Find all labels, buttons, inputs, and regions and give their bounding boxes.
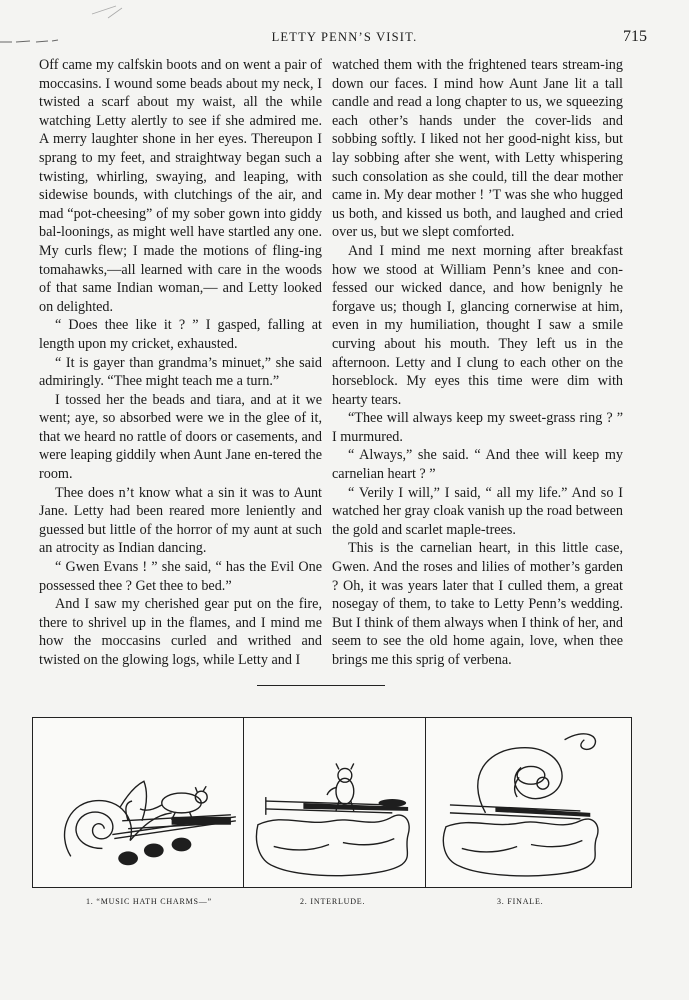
- paragraph: Thee does n’t know what a sin it was to Aunt Jane. Letty had been reared more leniently and guessed but little of the horror of my aunt at such an atrocity as Indian dancing.: [39, 484, 322, 557]
- page-number: 715: [623, 28, 647, 45]
- paragraph: “ Gwen Evans ! ” she said, “ has the Evil One possessed thee ? Get thee to bed.”: [39, 559, 322, 594]
- paragraph: I tossed her the beads and tiara, and at it we went; aye, so absorbed were we in the glee of it, that we heard no rattle of doors or casements, and were leaping giddily when Aunt Jane en-tered the room.: [39, 391, 322, 483]
- paragraph: “ It is gayer than grandma’s minuet,” she said admiringly. “Thee might teach me a turn.”: [39, 354, 322, 390]
- illustration-panel-interlude: [243, 717, 426, 888]
- paragraph: And I mind me next morning after breakfast how we stood at William Penn’s knee and con-fessed our wicked dance, and how benignly he forgave us; though I, glancing cornerwise at him, even in my humiliation, thought I saw a smile curving about his mouth. They left us in the afternoon. Letty and I clung to each other on the horseblock. My eyes this time were dim with hearty tears.: [332, 242, 623, 408]
- illustration-caption-3: 3. FINALE.: [497, 897, 544, 906]
- paragraph: Off came my calfskin boots and on went a pair of moccasins. I wound some beads about my neck, I twisted a scarf about my waist, all the while watching Letty alertly to see if she admired me. A merry laughter shone in her eyes. Thereupon I sprang to my feet, and straightway began such a twisting, whirling, swaying, and leaping, with sidewise bounds, with clutchings of the air, and mad “pot-cheesing” of my sober gown into giddy bal-loonings, as might well have startled any one. My curls flew; I made the motions of fling-ing tomahawks,—all learned with care in the woods of that same Indian woman,— and Letty looked on delighted.: [39, 57, 322, 315]
- paragraph: “ Verily I will,” I said, “ all my life.” And so I watched her gray cloak vanish up the road between the gold and scarlet maple-trees.: [332, 484, 623, 538]
- running-title: LETTY PENN’S VISIT.: [271, 30, 418, 44]
- illustration-caption-2: 2. INTERLUDE.: [300, 897, 366, 906]
- paragraph: “ Always,” she said. “ And thee will keep my carnelian heart ? ”: [332, 447, 623, 483]
- left-text-column: [39, 56, 322, 670]
- illustration-panel-finale: [425, 717, 632, 888]
- violin-scroll-mouse-drawing: [33, 718, 243, 887]
- violin-bow-mouse-finale-drawing: [426, 718, 631, 887]
- paragraph: watched them with the frightened tears stream-ing down our faces. I mind how Aunt Jane lit a tall candle and read a long chapter to us, we squeezing each other’s hands under the cover-lids and sobbing softly. I liked not her good-night kiss, but lay sobbing after she went, with Letty whispering such consolation as she could, till the dear mother came in. My dear mother ! ’T was she who hugged us both, and kissed us both, and laughed and cried over us, but we slept comforted.: [332, 57, 623, 241]
- right-text-column: [332, 56, 623, 670]
- paragraph: “ Does thee like it ? ” I gasped, falling at length upon my cricket, exhausted.: [39, 317, 322, 352]
- violin-mouse-standing-drawing: [244, 718, 425, 887]
- page-header: [0, 30, 689, 50]
- illustration-caption-1: 1. “MUSIC HATH CHARMS—”: [86, 897, 212, 906]
- paragraph: And I saw my cherished gear put on the fire, there to shrivel up in the flames, and I mind me how the moccasins curled and writhed and twisted on the glowing logs, while Letty and I: [39, 596, 322, 668]
- illustration-panel-music-hath-charms: [32, 717, 244, 888]
- paragraph: This is the carnelian heart, in this little case, Gwen. And the roses and lilies of mother’s garden ? Oh, it was years later that I culled them, a great nosegay of them, to take to Letty Penn’s wedding. But I think of them always when I think of her, and seem to see the old home again, love, when thee brings me this sprig of verbena.: [332, 540, 624, 668]
- section-divider-rule: [257, 685, 385, 686]
- paragraph: “Thee will always keep my sweet-grass ring ? ” I murmured.: [332, 410, 623, 445]
